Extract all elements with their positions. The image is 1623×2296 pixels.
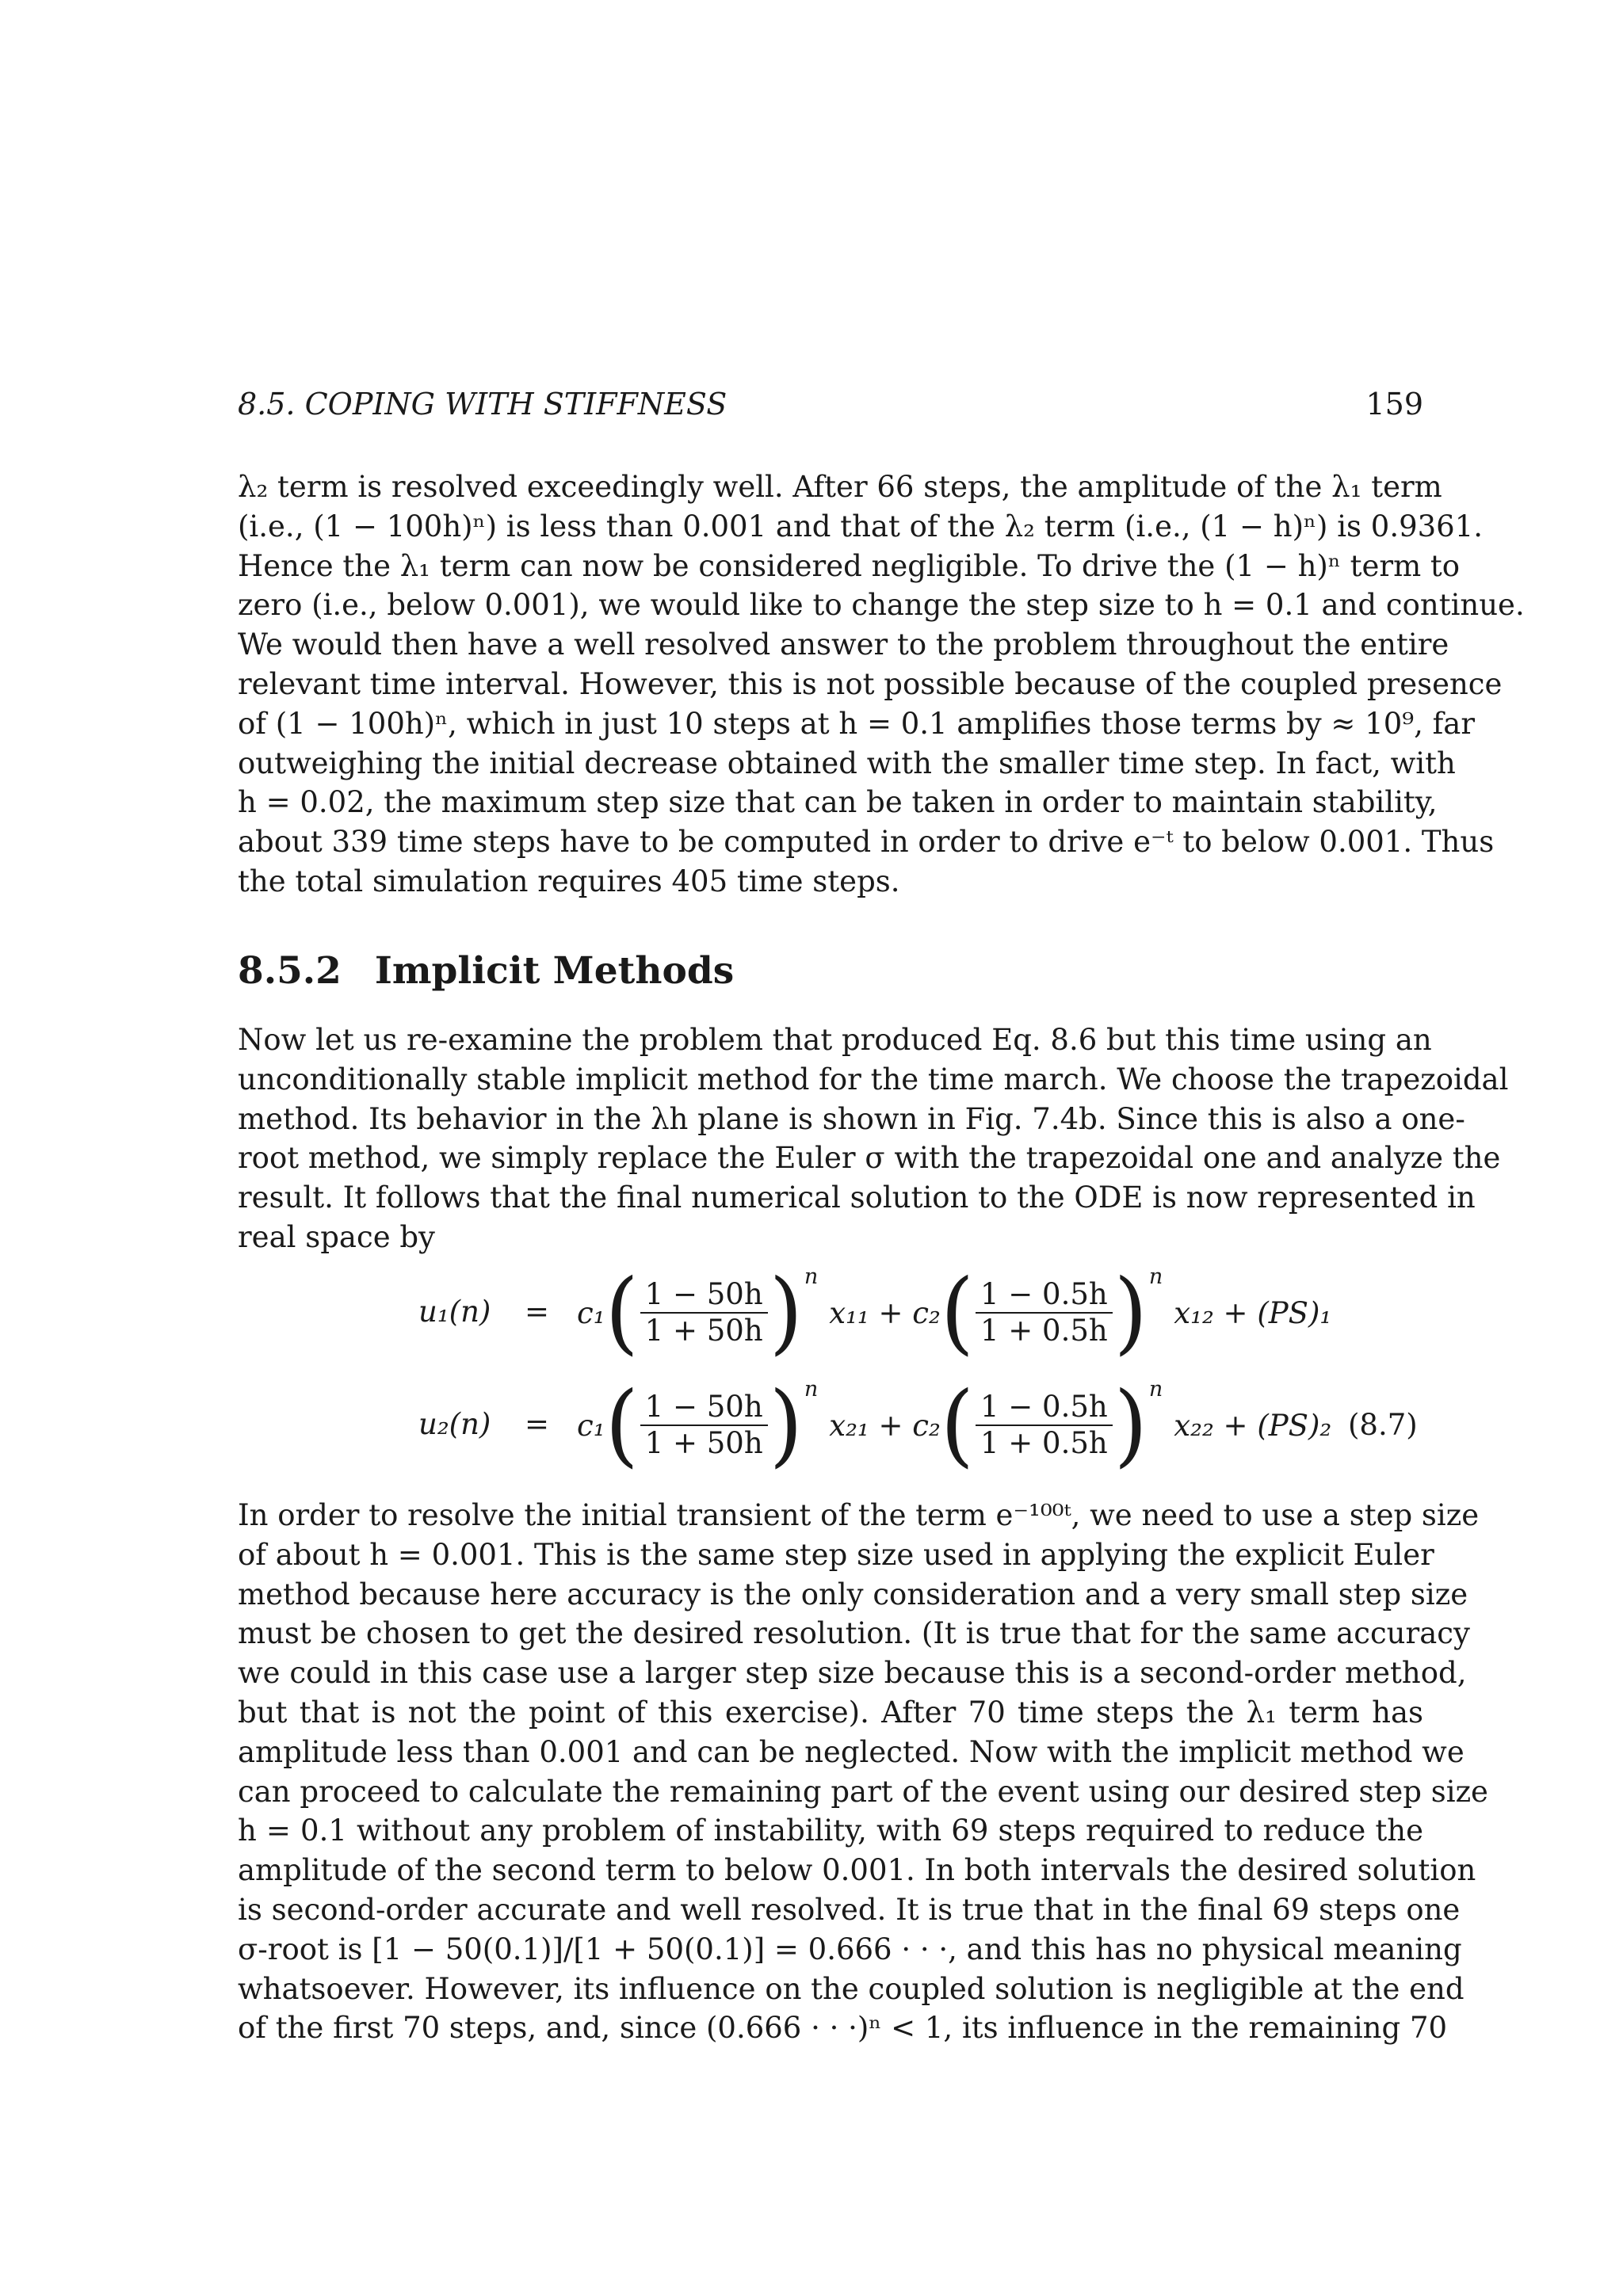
paragraph-3 [238, 1496, 1488, 2048]
equation-row-1 [0, 1253, 1623, 1372]
equals-sign: = [525, 1407, 550, 1441]
equation-lhs: u₂(n) [418, 1407, 491, 1441]
fraction [976, 1277, 1113, 1349]
paragraph-2 [238, 1020, 1509, 1257]
exponent: n [1148, 1264, 1163, 1289]
text-line: Hence the λ₁ term can now be considered negligible. To drive the (1 − h)ⁿ term to [238, 548, 1461, 583]
equation-number: (8.7) [1348, 1408, 1418, 1442]
equation-term: x₂₂ + (PS)₂ [1174, 1408, 1332, 1443]
text-line: amplitude less than 0.001 and can be neglected. Now with the implicit method we [238, 1734, 1465, 1769]
exponent: n [804, 1264, 819, 1289]
text-line: method because here accuracy is the only consideration and a very small step size [238, 1577, 1468, 1611]
equation-term: x₁₁ + c₂ [829, 1295, 941, 1330]
text-line: amplitude of the second term to below 0.001. In both intervals the desired solution [238, 1853, 1476, 1888]
paragraph-1 [238, 467, 1525, 902]
text-line: the total simulation requires 405 time steps. [238, 864, 900, 898]
text-line: of about h = 0.001. This is the same step size used in applying the explicit Euler [238, 1537, 1434, 1572]
text-line: h = 0.1 without any problem of instability, with 69 steps required to reduce the [238, 1814, 1423, 1848]
text-line: σ-root is [1 − 50(0.1)]/[1 + 50(0.1)] = 0.666 · · ·, and this has no physical meaning [238, 1932, 1462, 1966]
fraction-numerator: 1 − 0.5h [980, 1389, 1108, 1424]
text-line: relevant time interval. However, this is not possible because of the coupled presence [238, 666, 1503, 701]
equation-term: x₂₁ + c₂ [829, 1408, 941, 1443]
fraction-numerator: 1 − 50h [644, 1389, 763, 1424]
fraction-denominator: 1 + 50h [644, 1314, 763, 1348]
text-line: result. It follows that the final numerical solution to the ODE is now represented in [238, 1180, 1476, 1215]
text-line: In order to resolve the initial transient of the term e⁻¹⁰⁰ᵗ, we need to use a step size [238, 1498, 1480, 1532]
text-line: (i.e., (1 − 100h)ⁿ) is less than 0.001 and that of the λ₂ term (i.e., (1 − h)ⁿ) is 0.9361. [238, 509, 1484, 543]
text-line: of the first 70 steps, and, since (0.666 · · ·)ⁿ < 1, its influence in the remaining 70 [238, 2011, 1448, 2046]
text-line: zero (i.e., below 0.001), we would like to change the step size to h = 0.1 and continue. [238, 588, 1525, 623]
text-line: can proceed to calculate the remaining part of the event using our desired step size [238, 1774, 1488, 1809]
text-line: h = 0.02, the maximum step size that can be taken in order to maintain stability, [238, 785, 1438, 820]
coefficient: c₁ [577, 1295, 605, 1330]
text-line: We would then have a well resolved answer to the problem throughout the entire [238, 627, 1449, 662]
text-line: we could in this case use a larger step size because this is a second-order method, [238, 1656, 1467, 1691]
fraction-denominator: 1 + 0.5h [980, 1314, 1108, 1348]
fraction-numerator: 1 − 0.5h [980, 1276, 1108, 1311]
text-line: about 339 time steps have to be computed in order to drive e⁻ᵗ to below 0.001. Thus [238, 825, 1495, 860]
left-paren: ( [605, 1372, 639, 1478]
fraction-denominator: 1 + 50h [644, 1426, 763, 1460]
right-paren: ) [1113, 1260, 1148, 1365]
text-line: λ₂ term is resolved exceedingly well. After 66 steps, the amplitude of the λ₁ term [238, 470, 1442, 504]
section-heading [238, 949, 734, 993]
text-line: is second-order accurate and well resolved. It is true that in the final 69 steps one [238, 1892, 1461, 1927]
right-paren: ) [769, 1372, 803, 1478]
text-line: unconditionally stable implicit method for the time march. We choose the trapezoidal [238, 1062, 1509, 1097]
right-paren: ) [769, 1260, 803, 1365]
exponent: n [1148, 1376, 1163, 1402]
left-paren: ( [605, 1260, 639, 1365]
text-line: but that is not the point of this exercise). After 70 time steps the λ₁ term has [238, 1695, 1423, 1730]
equation-lhs: u₁(n) [418, 1295, 491, 1329]
text-line: root method, we simply replace the Euler σ with the trapezoidal one and analyze the [238, 1141, 1501, 1176]
equation-term: x₁₂ + (PS)₁ [1174, 1295, 1332, 1330]
section-title: Implicit Methods [374, 949, 735, 993]
running-header-title: 8.5. COPING WITH STIFFNESS [238, 387, 727, 421]
text-line: real space by [238, 1219, 435, 1254]
text-line: Now let us re-examine the problem that produced Eq. 8.6 but this time using an [238, 1023, 1432, 1057]
fraction-denominator: 1 + 0.5h [980, 1426, 1108, 1460]
right-paren: ) [1113, 1372, 1148, 1478]
text-line: whatsoever. However, its influence on the coupled solution is negligible at the end [238, 1971, 1465, 2006]
text-line: method. Its behavior in the λh plane is shown in Fig. 7.4b. Since this is also a one- [238, 1101, 1465, 1136]
equation-rhs [577, 1366, 1331, 1485]
section-number: 8.5.2 [238, 949, 342, 993]
left-paren: ( [940, 1372, 974, 1478]
text-line: of (1 − 100h)ⁿ, which in just 10 steps at h = 0.1 amplifies those terms by ≈ 10⁹, far [238, 706, 1476, 741]
fraction [976, 1390, 1113, 1462]
running-header [238, 387, 1423, 426]
fraction-numerator: 1 − 50h [644, 1276, 763, 1311]
text-line: outweighing the initial decrease obtained with the smaller time step. In fact, with [238, 746, 1456, 780]
page-number: 159 [1365, 387, 1423, 421]
exponent: n [804, 1376, 819, 1402]
equals-sign: = [525, 1295, 550, 1329]
coefficient: c₁ [577, 1408, 605, 1443]
fraction [640, 1390, 768, 1462]
left-paren: ( [940, 1260, 974, 1365]
equation-rhs [577, 1253, 1331, 1372]
fraction [640, 1277, 768, 1349]
text-line: must be chosen to get the desired resolution. (It is true that for the same accuracy [238, 1616, 1470, 1651]
